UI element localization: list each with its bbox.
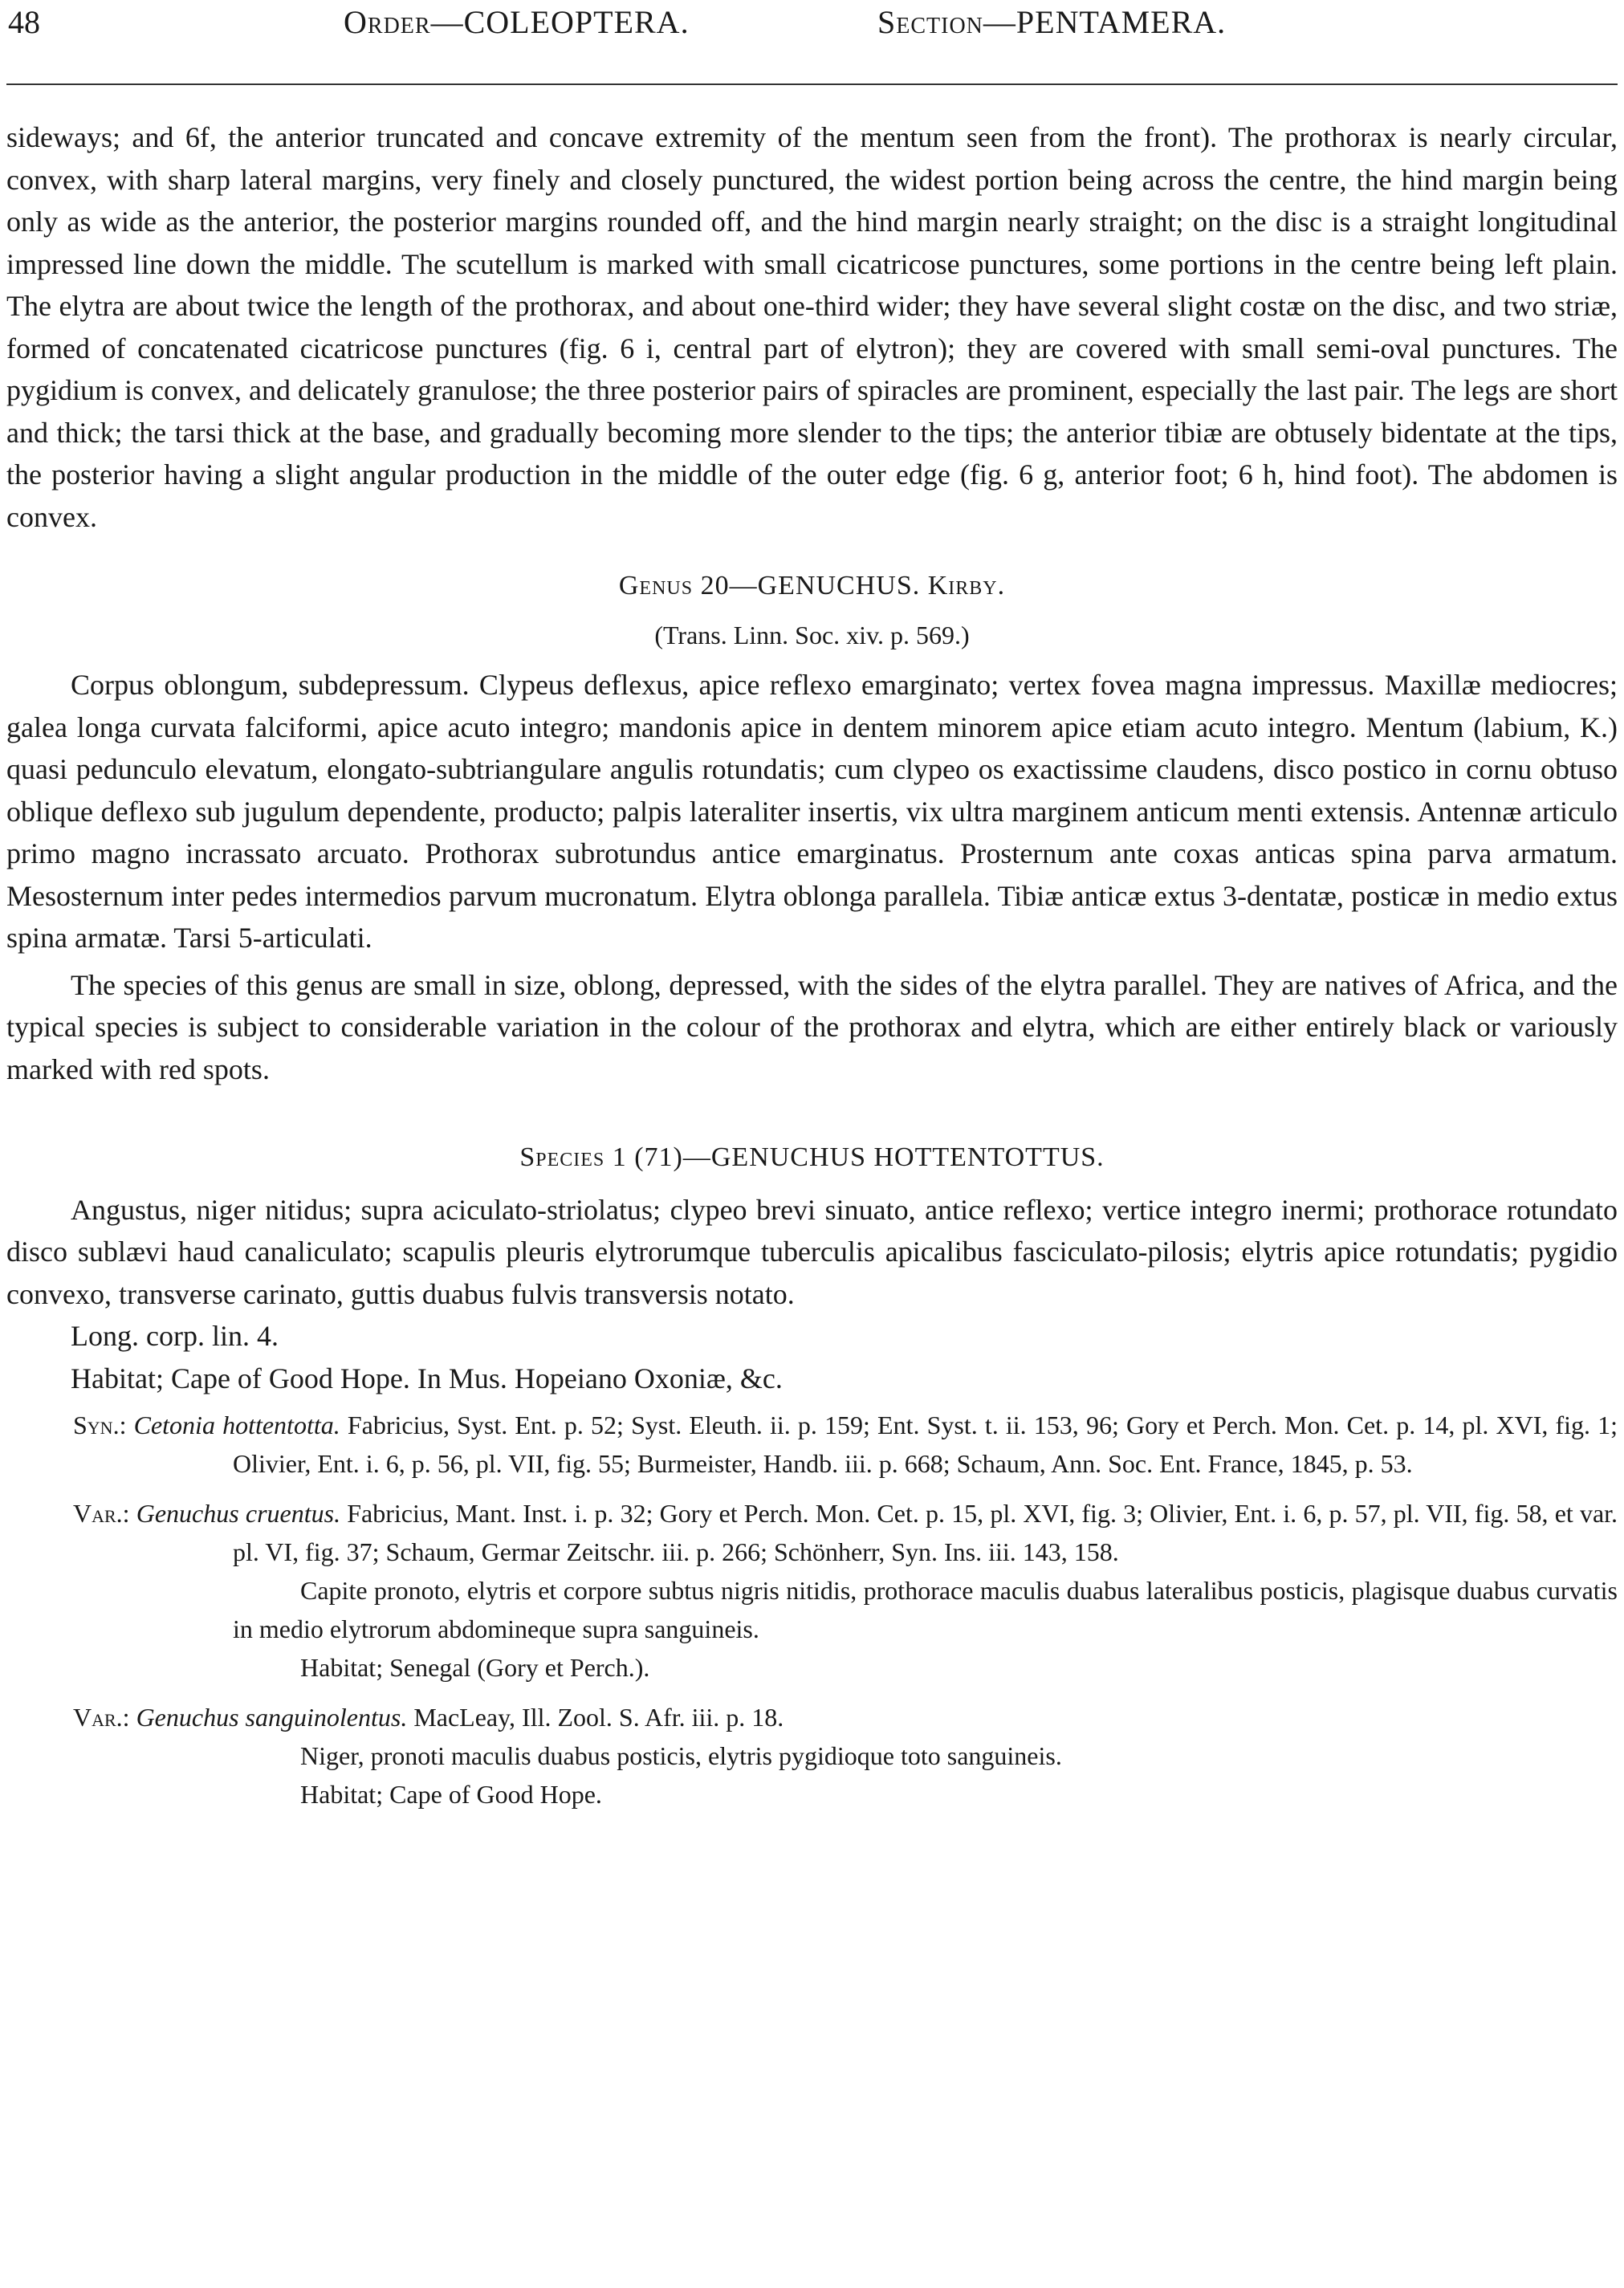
species-heading: Species 1 (71)—GENUCHUS HOTTENTOTTUS. [519, 1142, 1105, 1172]
running-header [6, 0, 1618, 50]
species-length: Long. corp. lin. 4. [71, 1320, 279, 1352]
syn-label: Syn.: [73, 1411, 127, 1439]
var2-text: MacLeay, Ill. Zool. S. Afr. iii. p. 18. [413, 1703, 784, 1732]
page-number: 48 [8, 4, 40, 40]
synonymy-entry [6, 1406, 1618, 1483]
variety-entry-2 [6, 1698, 1618, 1736]
intro-paragraph: sideways; and 6f, the anterior truncated and concave extremity of the mentum seen from the front). The prothorax is nearly circular, convex, with sharp lateral margins, very finely and closely punctured, the widest portion being across the centre, the hind margin being only as wide as the anterior, the posterior margins rounded off, and the hind margin nearly straight; on the disc is a straight longitudinal impressed line down the middle. The scutellum is marked with small cicatricose punctures, some portions in the centre being left plain. The elytra are about twice the length of the prothorax, and about one-third wider; they have several slight costæ on the disc, and two striæ, formed of concatenated cicatricose punctures (fig. 6 i, central part of elytron); they are covered with small semi-oval punctures. The pygidium is convex, and delicately granulose; the three posterior pairs of spiracles are prominent, especially the last pair. The legs are short and thick; the tarsi thick at the base, and gradually becoming more slender to the tips; the anterior tibiæ are obtusely bidentate at the tips, the posterior having a slight angular production in the middle of the outer edge (fig. 6 g, anterior foot; 6 h, hind foot). The abdomen is convex. [6, 121, 1618, 533]
species-habitat: Habitat; Cape of Good Hope. In Mus. Hopeiano Oxoniæ, &c. [71, 1362, 783, 1394]
var1-text: Fabricius, Mant. Inst. i. p. 32; Gory et Perch. Mon. Cet. p. 15, pl. XVI, fig. 3; Olivier, Ent. i. 6, p. 57, pl. VII, fig. 58, et var. pl. VI, fig. 37; Schaum, Germar Zeitschr. iii. p. 266; Schönherr, Syn. Ins. iii. 143, 158. [233, 1499, 1618, 1566]
var1-habitat: Habitat; Senegal (Gory et Perch.). [300, 1653, 650, 1682]
genus-reference: (Trans. Linn. Soc. xiv. p. 569.) [654, 620, 970, 649]
species-latin-description: Angustus, niger nitidus; supra aciculato-striolatus; clypeo brevi sinuato, antice reflexo; vertice integro inermi; prothorace rotundato disco sublævi haud canaliculato; scapulis pleuris elytrorumque tuberculis apicalibus fasciculato-pilosis; elytris apice rotundatis; pygidio convexo, transverse carinato, guttis duabus fulvis transversis notato. [6, 1193, 1618, 1310]
variety-entry-1 [6, 1494, 1618, 1571]
syn-name: Cetonia hottentotta. [133, 1411, 340, 1439]
order-title: Order—COLEOPTERA. [344, 4, 690, 40]
var2-name: Genuchus sanguinolentus. [136, 1703, 408, 1732]
genus-heading: Genus 20—GENUCHUS. Kirby. [618, 571, 1006, 600]
syn-text: Fabricius, Syst. Ent. p. 52; Syst. Eleuth. ii. p. 159; Ent. Syst. t. ii. 153, 96; Gory et Perch. Mon. Cet. p. 14, pl. XVI, fig. 1; Olivier, Ent. i. 6, p. 56, pl. VII, fig. 55; Burmeister, Handb. iii. p. 668; Schaum, Ann. Soc. Ent. France, 1845, p. 53. [233, 1411, 1618, 1478]
var1-name: Genuchus cruentus. [136, 1499, 341, 1528]
var2-habitat: Habitat; Cape of Good Hope. [300, 1780, 602, 1809]
header-rule [6, 83, 1618, 85]
var2-description: Niger, pronoti maculis duabus posticis, elytris pygidioque toto sanguineis. [300, 1741, 1062, 1770]
genus-english-description: The species of this genus are small in size, oblong, depressed, with the sides of the elytra parallel. They are natives of Africa, and the typical species is subject to considerable variation in the colour of the prothorax and elytra, which are either entirely black or variously marked with red spots. [6, 968, 1618, 1085]
var1-description: Capite pronoto, elytris et corpore subtus nigris nitidis, prothorace maculis duabus lateralibus posticis, plagisque duabus curvatis in medio elytrorum abdomineque supra sanguineis. [233, 1576, 1618, 1643]
page-body [6, 116, 1618, 1814]
section-title: Section—PENTAMERA. [877, 4, 1227, 40]
var2-label: Var.: [73, 1703, 130, 1732]
var1-label: Var.: [73, 1499, 130, 1528]
genus-latin-description: Corpus oblongum, subdepressum. Clypeus deflexus, apice reflexo emarginato; vertex fovea magna impressus. Maxillæ mediocres; galea longa curvata falciformi, apice acuto integro; mandonis apice in dentem minorem apice etiam acuto integro. Mentum (labium, K.) quasi pedunculo elevatum, elongato-subtriangulare angulis rotundatis; cum clypeo os exactissime claudens, disco postico in cornu obtuso oblique deflexo sub jugulum dependente, producto; palpis lateraliter insertis, vix ultra marginem anticum menti extensis. Antennæ articulo primo magno incrassato arcuato. Prothorax subrotundus antice emarginatus. Prosternum ante coxas anticas spina parva armatum. Mesosternum inter pedes intermedios parvum mucronatum. Elytra oblonga parallela. Tibiæ anticæ extus 3-dentatæ, posticæ in medio extus spina armatæ. Tarsi 5-articulati. [6, 669, 1618, 954]
